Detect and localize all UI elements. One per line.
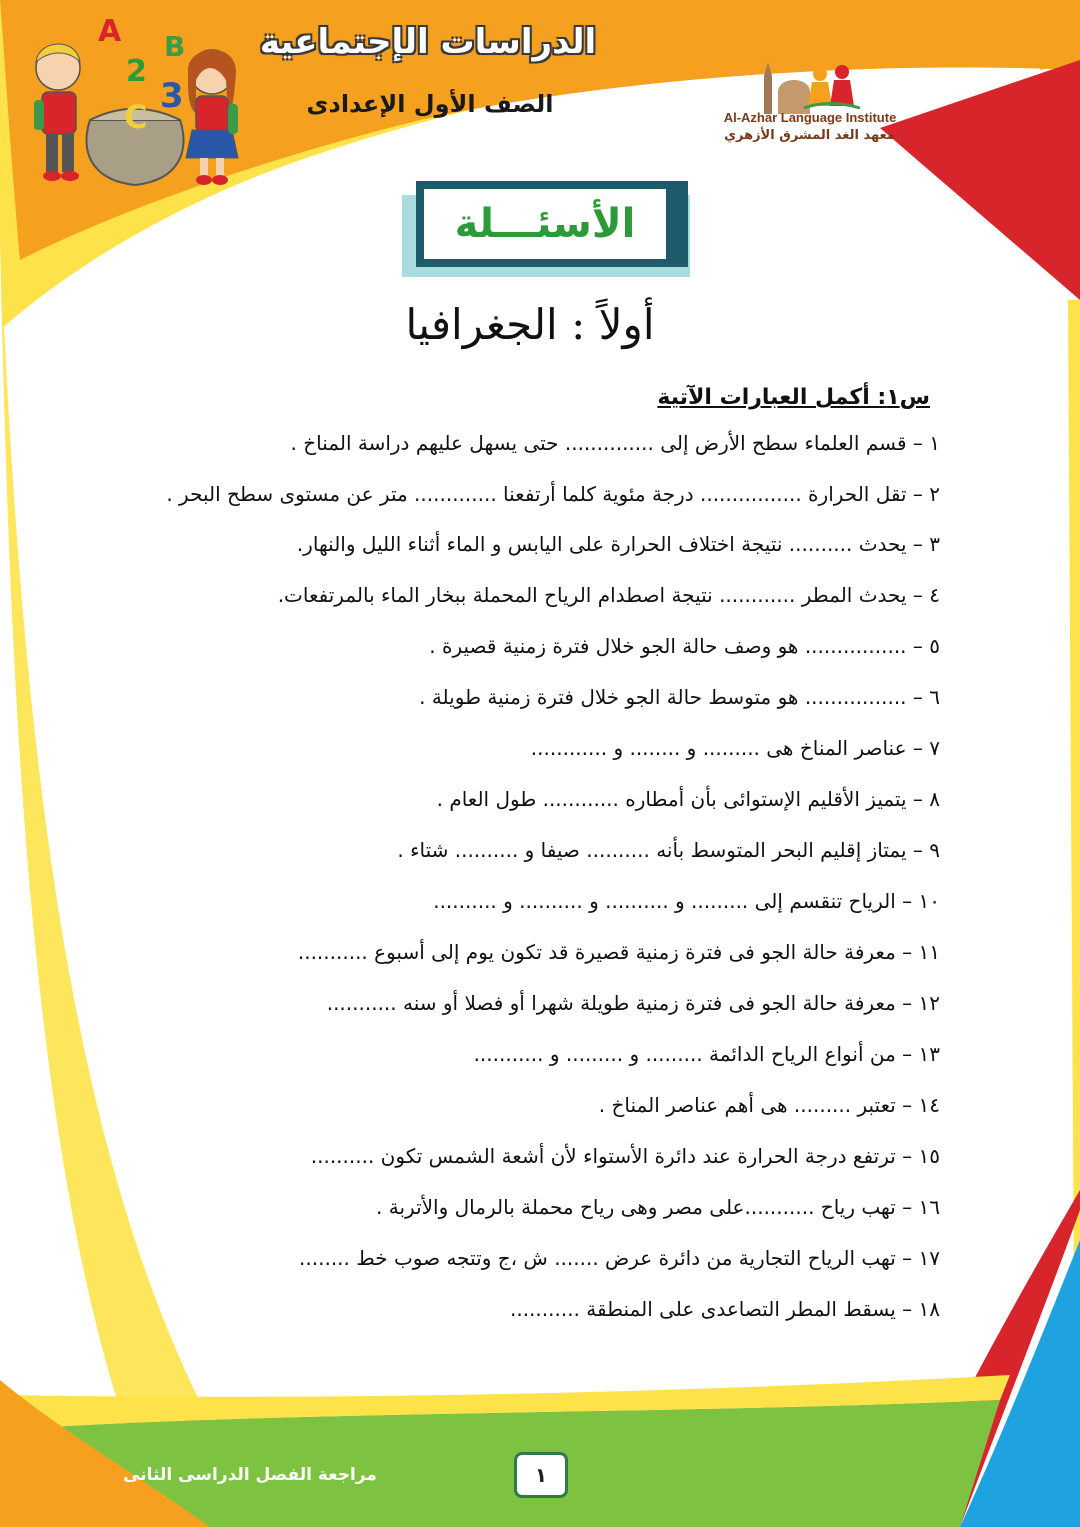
questions-box-label: الأسئـــلة xyxy=(454,201,636,247)
question-item: ٨ – يتميز الأقليم الإستوائى بأن أمطاره ............ طول العام . xyxy=(436,787,940,811)
question-section xyxy=(110,385,940,1335)
question-item: ٦ – ................ هو متوسط حالة الجو خلال فترة زمنية طويلة . xyxy=(419,685,940,709)
question-item: ١٢ – معرفة حالة الجو فى فترة زمنية طويلة شهرا أو فصلا أو سنه ........... xyxy=(326,991,940,1015)
number-2: 2 xyxy=(126,54,147,89)
footer-label: مراجعة الفصل الدراسى الثانى xyxy=(123,1465,377,1485)
letter-b: B xyxy=(164,30,186,63)
question-item: ١٤ – تعتبر ......... هى أهم عناصر المناخ . xyxy=(598,1093,940,1117)
question-item: ١٨ – يسقط المطر التصاعدى على المنطقة ........... xyxy=(509,1297,940,1321)
question-item: ٤ – يحدث المطر ............ نتيجة اصطدام الرياح المحملة ببخار الماء بالمرتفعات. xyxy=(277,583,940,607)
question-item: ١٧ – تهب الرياح التجارية من دائرة عرض ....... ش ،ج وتتجه صوب خط ........ xyxy=(299,1246,940,1270)
question-item: ١٦ – تهب رياح ...........على مصر وهى رياح محملة بالرمال والأتربة . xyxy=(376,1195,940,1219)
question-header: س١: أكمل العبارات الآتية xyxy=(657,385,930,410)
logo-arabic-text: معهد الغد المشرق الأزهري xyxy=(724,128,895,143)
question-item: ٣ – يحدث .......... نتيجة اختلاف الحرارة على اليابس و الماء أثناء الليل والنهار. xyxy=(296,532,940,556)
grade-title: الصف الأول الإعدادى xyxy=(306,90,554,118)
question-item: ٧ – عناصر المناخ هى ......... و ........ و ............ xyxy=(530,736,940,760)
number-1: 1 xyxy=(92,70,109,98)
questions-box xyxy=(422,187,668,261)
question-item: ١٥ – ترتفع درجة الحرارة عند دائرة الأستواء لأن أشعة الشمس تكون .......... xyxy=(310,1144,940,1168)
question-item: ١٣ – من أنواع الرياح الدائمة ......... و ......... و ........... xyxy=(473,1042,940,1066)
question-item: ٢ – تقل الحرارة ................ درجة مئوية كلما أرتفعنا ............. متر عن مستوى سطح البحر . xyxy=(166,482,940,506)
question-item: ١١ – معرفة حالة الجو فى فترة زمنية قصيرة قد تكون يوم إلى أسبوع ........... xyxy=(297,940,940,964)
question-item: ٩ – يمتاز إقليم البحر المتوسط بأنه .......... صيفا و .......... شتاء . xyxy=(397,838,940,862)
question-item: ١ – قسم العلماء سطح الأرض إلى .............. حتى يسهل عليهم دراسة المناخ . xyxy=(290,431,940,455)
subject-title: الدراسات الإجتماعية xyxy=(259,22,597,62)
question-item: ٥ – ................ هو وصف حالة الجو خلال فترة زمنية قصيرة . xyxy=(429,634,940,658)
letter-c: C xyxy=(124,98,148,136)
section-title: أولاً : الجغرافيا xyxy=(405,300,655,349)
question-item: ١٠ – الرياح تنقسم إلى ......... و .......... و .......... و .......... xyxy=(433,889,940,913)
question-items xyxy=(110,418,940,1335)
institute-logo xyxy=(760,58,870,114)
number-3: 3 xyxy=(160,76,184,116)
page-number: ١ xyxy=(514,1452,568,1498)
letter-a: A xyxy=(98,14,122,49)
logo-english-text: Al-Azhar Language Institute xyxy=(723,110,897,125)
